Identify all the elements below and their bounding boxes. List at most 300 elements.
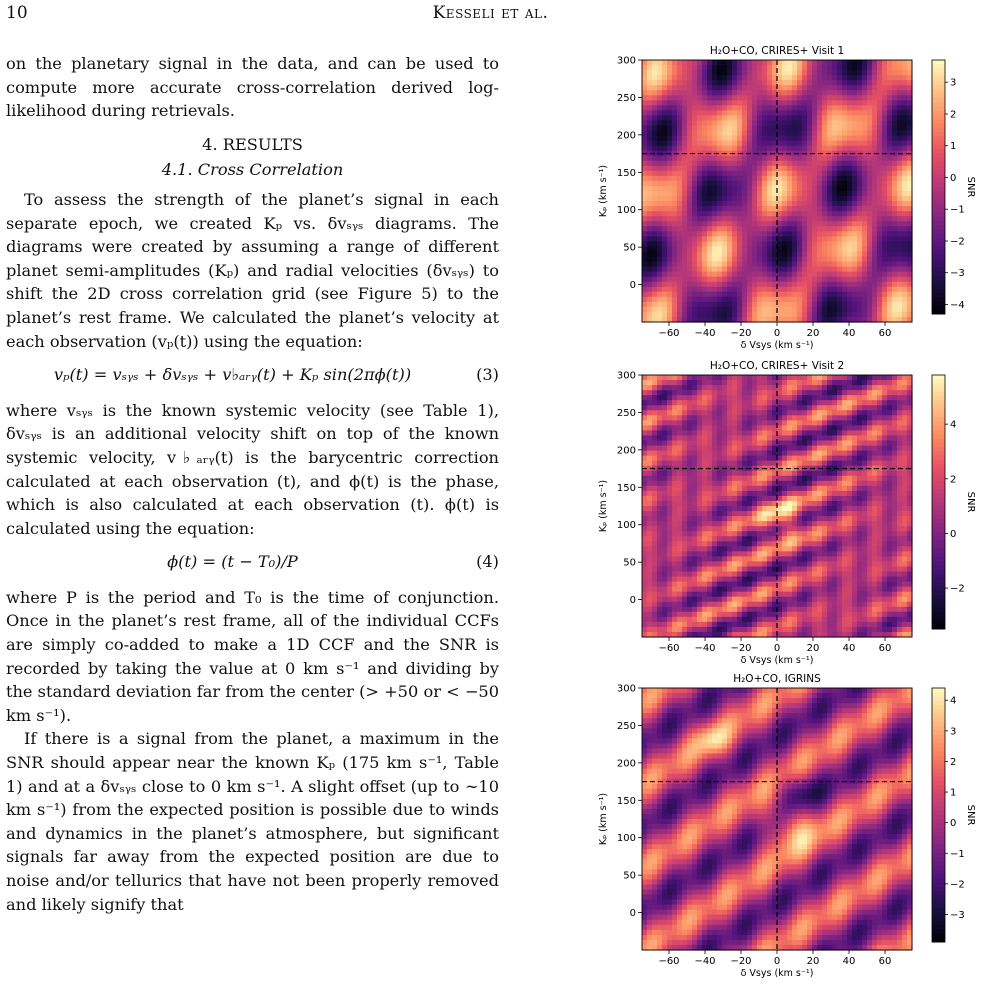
colorbar-segment — [932, 111, 945, 116]
heatmap-cell — [802, 476, 808, 482]
heatmap-cell — [742, 380, 748, 386]
heatmap-cell — [692, 297, 698, 303]
heatmap-cell — [732, 395, 738, 401]
heatmap-cell — [662, 65, 668, 71]
heatmap-cell — [767, 292, 773, 298]
heatmap-cell — [697, 405, 703, 411]
heatmap-cell — [842, 171, 848, 177]
heatmap-cell — [652, 292, 658, 298]
heatmap-cell — [777, 622, 783, 628]
heatmap-cell — [807, 241, 813, 247]
heatmap-cell — [757, 146, 763, 152]
heatmap-cell — [902, 211, 908, 217]
heatmap-cell — [712, 526, 718, 532]
heatmap-cell — [652, 131, 658, 137]
heatmap-cell — [747, 201, 753, 207]
heatmap-cell — [742, 607, 748, 613]
heatmap-cell — [792, 546, 798, 552]
heatmap-cell — [837, 312, 843, 318]
heatmap-cell — [757, 521, 763, 527]
heatmap-cell — [832, 400, 838, 406]
heatmap-cell — [692, 476, 698, 482]
heatmap-cell — [742, 385, 748, 391]
heatmap-cell — [737, 287, 743, 293]
heatmap-cell — [692, 395, 698, 401]
heatmap-cell — [847, 126, 853, 132]
heatmap-cell — [682, 561, 688, 567]
heatmap-cell — [642, 176, 648, 182]
heatmap-cell — [667, 521, 673, 527]
heatmap-cell — [692, 415, 698, 421]
heatmap-cell — [722, 307, 728, 313]
heatmap-cell — [662, 385, 668, 391]
heatmap-cell — [667, 501, 673, 507]
heatmap-cell — [687, 446, 693, 452]
heatmap-cell — [867, 100, 873, 106]
heatmap-cell — [862, 302, 868, 308]
heatmap-cell — [727, 461, 733, 467]
heatmap-cell — [887, 262, 893, 268]
heatmap-cell — [722, 612, 728, 618]
heatmap-cell — [877, 221, 883, 227]
heatmap-cell — [777, 196, 783, 202]
heatmap-cell — [842, 216, 848, 222]
heatmap-cell — [747, 216, 753, 222]
heatmap-cell — [797, 627, 803, 633]
heatmap-cell — [712, 272, 718, 278]
heatmap-cell — [672, 120, 678, 126]
heatmap-cell — [817, 612, 823, 618]
heatmap-cell — [647, 375, 653, 381]
heatmap-cell — [647, 282, 653, 288]
heatmap-cell — [692, 526, 698, 532]
heatmap-cell — [737, 201, 743, 207]
heatmap-cell — [792, 597, 798, 603]
heatmap-cell — [757, 141, 763, 147]
heatmap-cell — [832, 451, 838, 457]
heatmap-cell — [767, 592, 773, 598]
heatmap-cell — [642, 627, 648, 633]
heatmap-cell — [737, 511, 743, 517]
heatmap-cell — [807, 90, 813, 96]
colorbar-segment — [932, 221, 945, 226]
heatmap-cell — [767, 191, 773, 197]
heatmap-cell — [747, 587, 753, 593]
heatmap-cell — [812, 95, 818, 101]
heatmap-cell — [722, 622, 728, 628]
heatmap-cell — [697, 120, 703, 126]
heatmap-cell — [797, 282, 803, 288]
heatmap-cell — [732, 277, 738, 283]
heatmap-cell — [852, 176, 858, 182]
heatmap-cell — [827, 481, 833, 487]
heatmap-cell — [752, 161, 758, 167]
heatmap-cell — [712, 206, 718, 212]
heatmap-cell — [682, 166, 688, 172]
heatmap-cell — [767, 385, 773, 391]
heatmap-cell — [712, 141, 718, 147]
heatmap-cell — [812, 206, 818, 212]
heatmap-cell — [697, 251, 703, 257]
heatmap-cell — [737, 420, 743, 426]
heatmap-cell — [837, 375, 843, 381]
heatmap-cell — [827, 556, 833, 562]
heatmap-cell — [857, 181, 863, 187]
heatmap-cell — [687, 622, 693, 628]
heatmap-cell — [702, 307, 708, 313]
heatmap-cell — [857, 120, 863, 126]
heatmap-cell — [797, 75, 803, 81]
heatmap-cell — [732, 312, 738, 318]
heatmap-cell — [762, 491, 768, 497]
heatmap-cell — [737, 292, 743, 298]
heatmap-cell — [822, 546, 828, 552]
heatmap-cell — [747, 251, 753, 257]
heatmap-cell — [757, 546, 763, 552]
heatmap-cell — [682, 496, 688, 502]
heatmap-cell — [812, 262, 818, 268]
heatmap-cell — [822, 551, 828, 557]
heatmap-cell — [742, 211, 748, 217]
heatmap-cell — [642, 246, 648, 252]
heatmap-cell — [657, 241, 663, 247]
heatmap-cell — [672, 80, 678, 86]
heatmap-cell — [827, 126, 833, 132]
heatmap-cell — [762, 476, 768, 482]
heatmap-cell — [802, 551, 808, 557]
heatmap-cell — [682, 110, 688, 116]
heatmap-cell — [787, 481, 793, 487]
heatmap-cell — [702, 425, 708, 431]
heatmap-cell — [762, 430, 768, 436]
heatmap-cell — [787, 536, 793, 542]
heatmap-cell — [832, 456, 838, 462]
heatmap-cell — [802, 501, 808, 507]
heatmap-cell — [822, 390, 828, 396]
heatmap-cell — [742, 297, 748, 303]
heatmap-cell — [707, 307, 713, 313]
heatmap-cell — [722, 241, 728, 247]
heatmap-cell — [647, 307, 653, 313]
heatmap-cell — [747, 430, 753, 436]
heatmap-cell — [662, 60, 668, 66]
heatmap-cell — [777, 312, 783, 318]
heatmap-cell — [707, 141, 713, 147]
heatmap-cell — [732, 486, 738, 492]
heatmap-cell — [667, 287, 673, 293]
heatmap-cell — [707, 206, 713, 212]
heatmap-cell — [707, 90, 713, 96]
heatmap-cell — [677, 521, 683, 527]
heatmap-cell — [712, 390, 718, 396]
heatmap-cell — [877, 307, 883, 313]
heatmap-cell — [737, 297, 743, 303]
heatmap-cell — [782, 257, 788, 263]
heatmap-cell — [712, 60, 718, 66]
heatmap-cell — [767, 262, 773, 268]
heatmap-cell — [802, 506, 808, 512]
heatmap-cell — [787, 541, 793, 547]
heatmap-cell — [797, 115, 803, 121]
heatmap-cell — [847, 186, 853, 192]
heatmap-cell — [642, 602, 648, 608]
heatmap-cell — [727, 476, 733, 482]
heatmap-cell — [882, 246, 888, 252]
heatmap-cell — [802, 425, 808, 431]
heatmap-cell — [727, 425, 733, 431]
heatmap-cell — [657, 176, 663, 182]
heatmap-cell — [767, 561, 773, 567]
heatmap-cell — [692, 516, 698, 522]
heatmap-cell — [672, 380, 678, 386]
colorbar-tick-label: −2 — [950, 236, 965, 248]
heatmap-cell — [767, 451, 773, 457]
heatmap-cell — [727, 115, 733, 121]
heatmap-cell — [747, 267, 753, 273]
heatmap-cell — [722, 80, 728, 86]
heatmap-cell — [692, 425, 698, 431]
heatmap-cell — [657, 441, 663, 447]
heatmap-cell — [642, 141, 648, 147]
heatmap-cell — [852, 181, 858, 187]
heatmap-cell — [682, 425, 688, 431]
heatmap-cell — [837, 60, 843, 66]
heatmap-cell — [852, 70, 858, 76]
heatmap-cell — [727, 251, 733, 257]
heatmap-cell — [767, 161, 773, 167]
heatmap-cell — [677, 531, 683, 537]
heatmap-cell — [652, 246, 658, 252]
heatmap-cell — [822, 430, 828, 436]
heatmap-cell — [687, 602, 693, 608]
heatmap-cell — [847, 115, 853, 121]
heatmap-cell — [767, 196, 773, 202]
heatmap-cell — [797, 156, 803, 162]
heatmap-cell — [777, 380, 783, 386]
heatmap-cell — [672, 156, 678, 162]
heatmap-cell — [742, 105, 748, 111]
heatmap-cell — [717, 587, 723, 593]
heatmap-cell — [762, 216, 768, 222]
heatmap-cell — [762, 115, 768, 121]
colorbar-segment — [932, 217, 945, 222]
heatmap-cell — [722, 471, 728, 477]
heatmap-cell — [707, 506, 713, 512]
heatmap-cell — [677, 277, 683, 283]
heatmap-cell — [812, 516, 818, 522]
heatmap-cell — [837, 171, 843, 177]
heatmap-cell — [642, 592, 648, 598]
heatmap-cell — [727, 196, 733, 202]
heatmap-cell — [642, 471, 648, 477]
heatmap-cell — [712, 481, 718, 487]
heatmap-cell — [782, 206, 788, 212]
heatmap-cell — [737, 481, 743, 487]
heatmap-cell — [802, 105, 808, 111]
heatmap-cell — [677, 161, 683, 167]
heatmap-cell — [652, 390, 658, 396]
heatmap-cell — [762, 136, 768, 142]
heatmap-cell — [742, 400, 748, 406]
heatmap-cell — [647, 521, 653, 527]
heatmap-cell — [702, 415, 708, 421]
heatmap-cell — [827, 415, 833, 421]
heatmap-cell — [692, 556, 698, 562]
heatmap-cell — [672, 201, 678, 207]
heatmap-cell — [792, 531, 798, 537]
heatmap-cell — [672, 531, 678, 537]
heatmap-cell — [757, 282, 763, 288]
heatmap-cell — [857, 226, 863, 232]
heatmap-cell — [732, 146, 738, 152]
heatmap-cell — [712, 577, 718, 583]
heatmap-cell — [817, 446, 823, 452]
heatmap-cell — [897, 211, 903, 217]
heatmap-cell — [807, 246, 813, 252]
heatmap-cell — [687, 556, 693, 562]
heatmap-cell — [667, 236, 673, 242]
heatmap-cell — [847, 136, 853, 142]
heatmap-cell — [832, 395, 838, 401]
heatmap-cell — [727, 221, 733, 227]
colorbar-segment — [932, 284, 945, 289]
heatmap-cell — [697, 441, 703, 447]
heatmap-cell — [657, 506, 663, 512]
heatmap-cell — [897, 277, 903, 283]
heatmap-cell — [787, 262, 793, 268]
heatmap-cell — [742, 582, 748, 588]
heatmap-cell — [747, 541, 753, 547]
heatmap-cell — [782, 95, 788, 101]
heatmap-cell — [687, 456, 693, 462]
heatmap-cell — [672, 257, 678, 263]
colorbar-segment — [932, 136, 945, 141]
heatmap-cell — [867, 136, 873, 142]
heatmap-cell — [902, 272, 908, 278]
heatmap-cell — [882, 110, 888, 116]
heatmap-cell — [887, 146, 893, 152]
heatmap-cell — [732, 292, 738, 298]
heatmap-cell — [697, 491, 703, 497]
heatmap-cell — [782, 405, 788, 411]
heatmap-cell — [707, 105, 713, 111]
heatmap-cell — [727, 171, 733, 177]
heatmap-cell — [857, 136, 863, 142]
heatmap-cell — [762, 400, 768, 406]
heatmap-cell — [792, 456, 798, 462]
heatmap-cell — [667, 627, 673, 633]
heatmap-cell — [837, 191, 843, 197]
heatmap-cell — [722, 597, 728, 603]
heatmap-cell — [822, 241, 828, 247]
heatmap-cell — [877, 136, 883, 142]
heatmap-cell — [657, 420, 663, 426]
heatmap-cell — [787, 521, 793, 527]
heatmap-cell — [672, 481, 678, 487]
heatmap-cell — [642, 375, 648, 381]
heatmap-cell — [777, 556, 783, 562]
heatmap-cell — [837, 262, 843, 268]
heatmap-cell — [667, 251, 673, 257]
heatmap-cell — [832, 105, 838, 111]
heatmap-cell — [667, 446, 673, 452]
heatmap-cell — [807, 471, 813, 477]
heatmap-cell — [782, 566, 788, 572]
heatmap-cell — [657, 126, 663, 132]
paragraph-continued: on the planetary signal in the data, and can be used to compute more accurate cross-correlation derived log-likelihood during retrievals. — [6, 54, 499, 121]
heatmap-cell — [887, 226, 893, 232]
heatmap-cell — [702, 582, 708, 588]
heatmap-cell — [792, 405, 798, 411]
heatmap-cell — [667, 85, 673, 91]
heatmap-cell — [672, 126, 678, 132]
heatmap-cell — [842, 267, 848, 273]
heatmap-cell — [832, 506, 838, 512]
heatmap-cell — [792, 617, 798, 623]
heatmap-cell — [837, 405, 843, 411]
paragraph-signal: If there is a signal from the planet, a maximum in the SNR should appear near the known Kₚ (175 km s⁻¹, Table 1) and at a δvₛᵧₛ close to 0 km s⁻¹. A slight offset (up to ∼10 km s⁻¹) from the expected position is possible due to winds and dynamics in the planet’s atmosphere, but significant signals far away from the expected position are due to noise and/or tellurics that have not been properly removed and likely signify that — [6, 729, 499, 914]
heatmap-cell — [787, 277, 793, 283]
heatmap-cell — [882, 231, 888, 237]
heatmap-cell — [867, 75, 873, 81]
heatmap-cell — [852, 216, 858, 222]
heatmap-cell — [712, 380, 718, 386]
heatmap-cell — [827, 176, 833, 182]
heatmap-cell — [767, 531, 773, 537]
heatmap-cell — [837, 70, 843, 76]
heatmap-cell — [872, 216, 878, 222]
heatmap-cell — [792, 501, 798, 507]
heatmap-cell — [877, 105, 883, 111]
heatmap-cell — [902, 115, 908, 121]
heatmap-cell — [887, 241, 893, 247]
heatmap-cell — [757, 541, 763, 547]
heatmap-cell — [767, 302, 773, 308]
heatmap-cell — [672, 282, 678, 288]
heatmap-cell — [757, 186, 763, 192]
heatmap-cell — [742, 90, 748, 96]
heatmap-cell — [747, 126, 753, 132]
heatmap-cell — [662, 415, 668, 421]
heatmap-cell — [712, 521, 718, 527]
heatmap-cell — [677, 181, 683, 187]
heatmap-cell — [782, 551, 788, 557]
heatmap-cell — [852, 302, 858, 308]
heatmap-cell — [837, 282, 843, 288]
heatmap-cell — [792, 400, 798, 406]
heatmap-cell — [812, 75, 818, 81]
heatmap-cell — [677, 511, 683, 517]
heatmap-cell — [707, 216, 713, 222]
heatmap-cell — [797, 425, 803, 431]
heatmap-cell — [792, 171, 798, 177]
heatmap-cell — [737, 196, 743, 202]
heatmap-cell — [717, 186, 723, 192]
heatmap-cell — [827, 131, 833, 137]
heatmap-cell — [722, 441, 728, 447]
heatmap-cell — [727, 435, 733, 441]
heatmap-cell — [817, 297, 823, 303]
heatmap-cell — [702, 216, 708, 222]
heatmap-cell — [667, 75, 673, 81]
heatmap-cell — [822, 297, 828, 303]
heatmap-cell — [647, 272, 653, 278]
heatmap-cell — [822, 80, 828, 86]
heatmap-cell — [782, 166, 788, 172]
heatmap-cell — [697, 430, 703, 436]
heatmap-cell — [702, 257, 708, 263]
heatmap-cell — [712, 561, 718, 567]
